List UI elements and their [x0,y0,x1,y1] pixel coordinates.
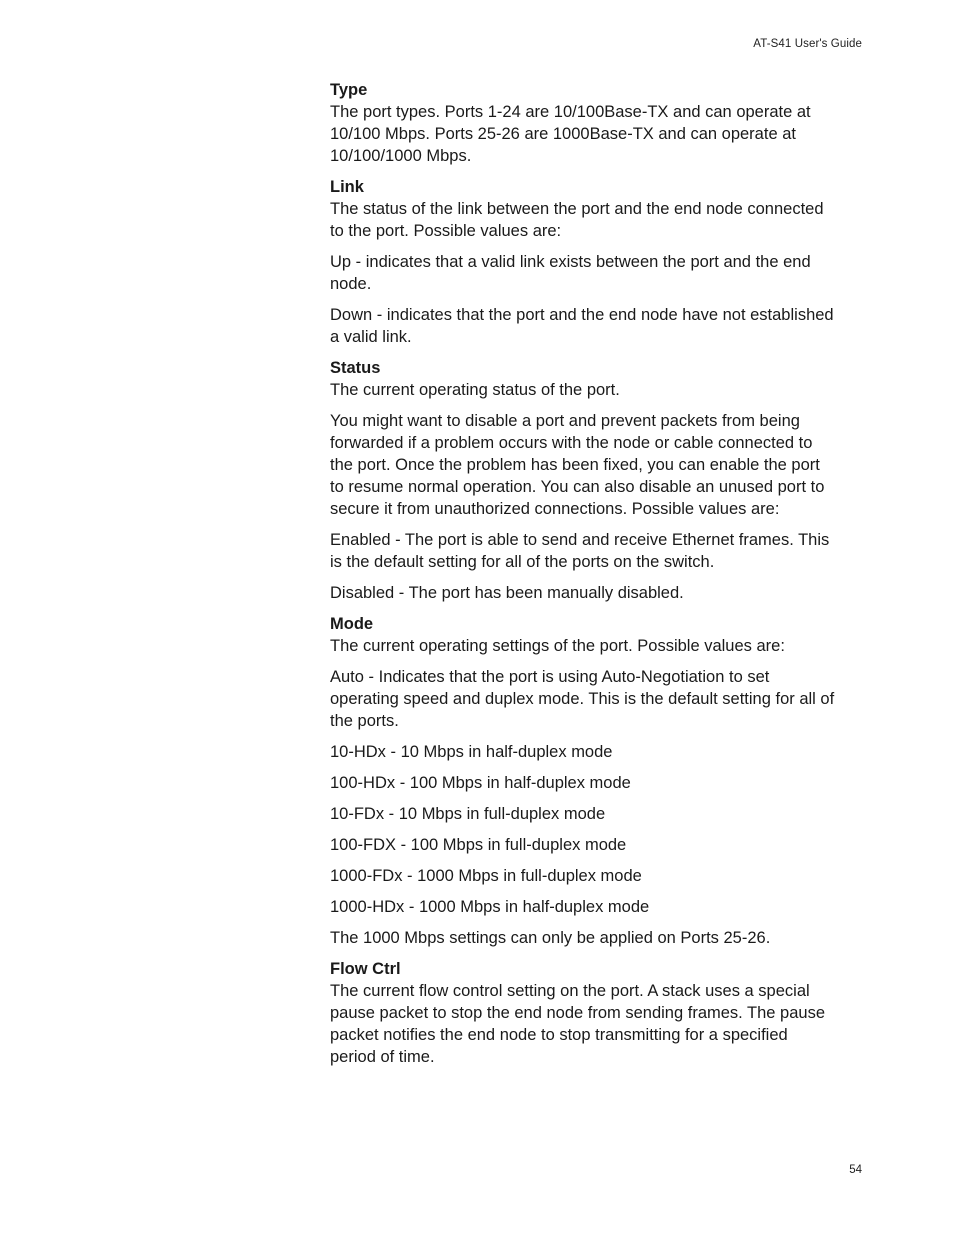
paragraph: The current operating status of the port. [330,381,620,399]
paragraph: Down - indicates that the port and the end node have not established a valid link. [330,306,834,346]
term-heading: Status [330,359,381,377]
term-heading: Type [330,81,368,99]
paragraph: 100-FDX - 100 Mbps in full-duplex mode [330,836,627,854]
term-heading: Mode [330,615,374,633]
paragraph: Enabled - The port is able to send and receive Ethernet frames. This is the default setting for all of the ports on the switch. [330,531,830,571]
paragraph: 1000-HDx - 1000 Mbps in half-duplex mode [330,898,650,916]
section-link [330,176,838,348]
paragraph: 1000-FDx - 1000 Mbps in full-duplex mode [330,867,642,885]
paragraph: 10-HDx - 10 Mbps in half-duplex mode [330,743,613,761]
term-heading: Flow Ctrl [330,960,401,978]
paragraph: Auto - Indicates that the port is using Auto-Negotiation to set operating speed and duplex mode. This is the default setting for all of the ports. [330,668,835,730]
term-heading: Link [330,178,364,196]
page-number: 54 [849,1164,862,1176]
paragraph: The current flow control setting on the port. A stack uses a special pause packet to stop the end node from sending frames. The pause packet notifies the end node to stop transmitting for a specified period of time. [330,982,826,1066]
section-mode [330,613,838,949]
section-flow-ctrl [330,958,838,1068]
document-body [330,79,838,1077]
paragraph: You might want to disable a port and prevent packets from being forwarded if a problem occurs with the node or cable connected to the port. Once the problem has been fixed, you can enable the port to resume normal operation. You can also disable an unused port to secure it from unauthorized connections. Possible values are: [330,412,825,518]
section-status [330,357,838,604]
paragraph: The port types. Ports 1-24 are 10/100Base-TX and can operate at 10/100 Mbps. Ports 25-26 are 1000Base-TX and can operate at 10/100/1000 Mbps. [330,103,811,165]
paragraph: The 1000 Mbps settings can only be applied on Ports 25-26. [330,929,771,947]
paragraph: The status of the link between the port and the end node connected to the port. Possible values are: [330,200,824,240]
paragraph: Disabled - The port has been manually disabled. [330,584,684,602]
paragraph: 10-FDx - 10 Mbps in full-duplex mode [330,805,606,823]
paragraph: Up - indicates that a valid link exists between the port and the end node. [330,253,811,293]
running-header: AT-S41 User's Guide [753,38,862,50]
section-type [330,79,838,167]
paragraph: The current operating settings of the port. Possible values are: [330,637,785,655]
paragraph: 100-HDx - 100 Mbps in half-duplex mode [330,774,631,792]
